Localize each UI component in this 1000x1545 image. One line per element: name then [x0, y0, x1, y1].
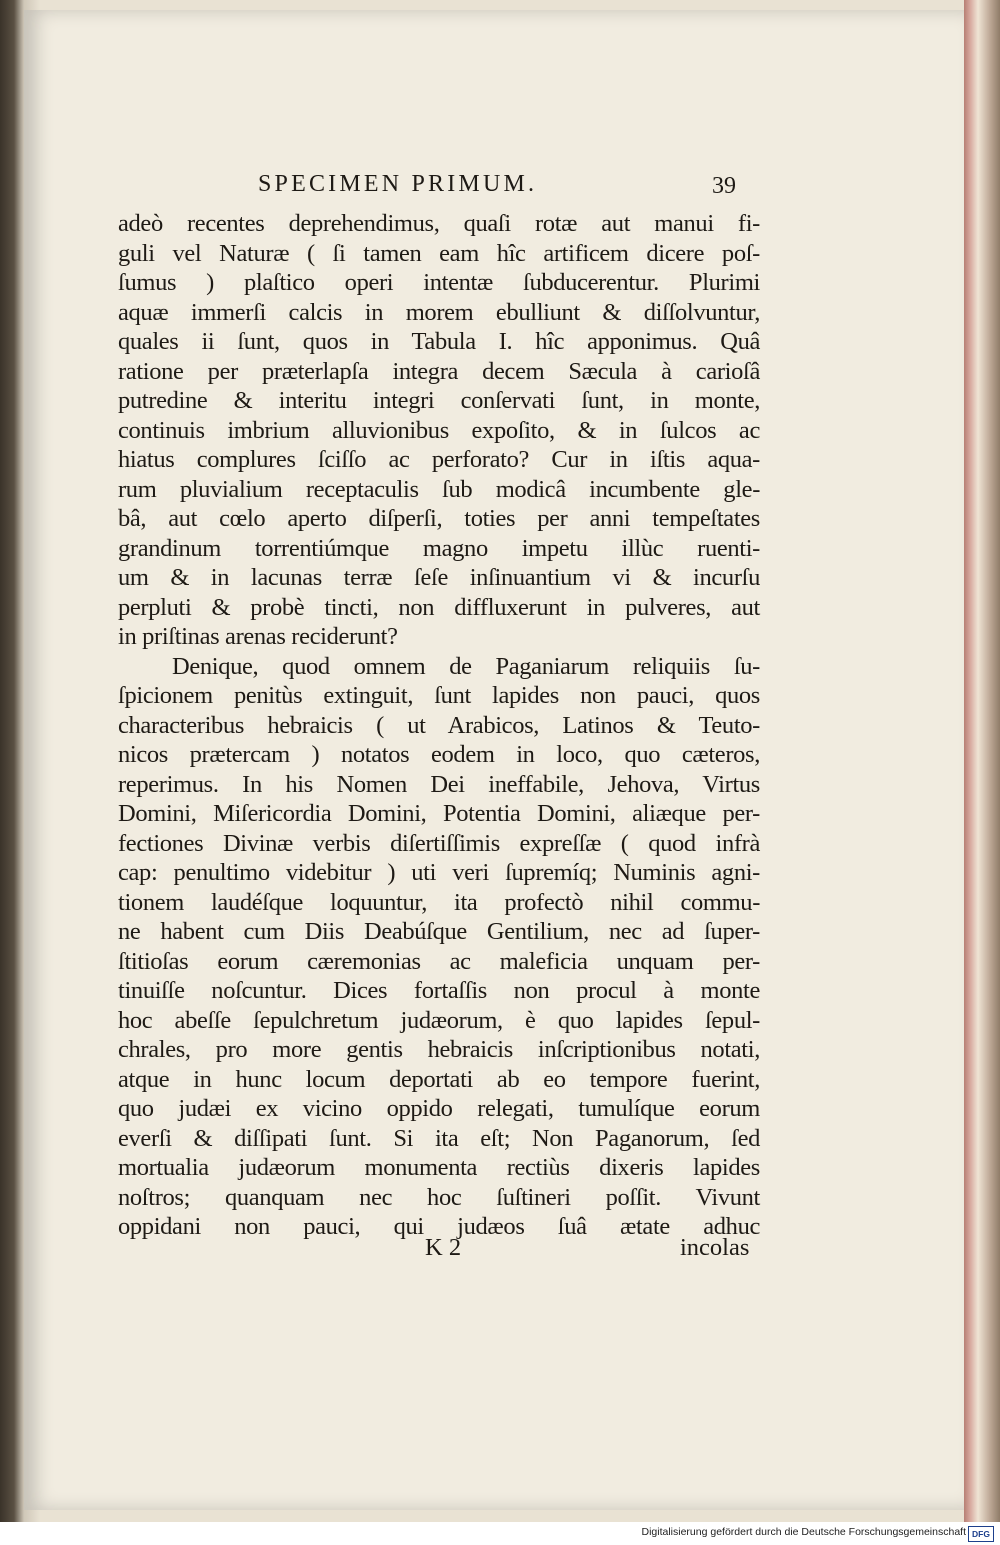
text-line: ratione per præterlapſa integra decem Sæcula à carioſâ — [118, 357, 760, 385]
signature-mark: K 2 — [425, 1234, 462, 1261]
text-line: fectiones Divinæ verbis diſertiſſimis expreſſæ ( quod infrà — [118, 829, 760, 857]
text-line: atque in hunc locum deportati ab eo tempore fuerint, — [118, 1065, 760, 1093]
page-foot — [0, 1234, 1000, 1264]
text-line: tionem laudéſque loquuntur, ita profectò nihil commu- — [118, 888, 760, 916]
funding-credit: Digitalisierung gefördert durch die Deutsche Forschungsgemeinschaft — [641, 1526, 966, 1538]
text-line: perpluti & probè tincti, non diffluxerunt in pulveres, aut — [118, 593, 760, 621]
text-line: characteribus hebraicis ( ut Arabicos, Latinos & Teuto- — [118, 711, 760, 739]
text-line: ſumus ) plaſtico operi intentæ ſubducerentur. Plurimi — [118, 269, 760, 296]
text-line: chrales, pro more gentis hebraicis inſcriptionibus notati, — [118, 1036, 760, 1063]
text-line: tinuiſſe noſcuntur. Dices fortaſſis non procul à monte — [118, 977, 760, 1004]
text-line: cap: penultimo videbitur ) uti veri ſupremíq; Numinis agni- — [118, 859, 760, 886]
text-line: oppidani non pauci, qui judæos ſuâ ætate adhuc — [118, 1213, 760, 1240]
text-line: grandinum torrentiúmque magno impetu illùc ruenti- — [118, 534, 760, 562]
page-edge — [964, 0, 1000, 1522]
running-head — [0, 171, 1000, 205]
text-line: adeò recentes deprehendimus, quaſi rotæ aut manui fi- — [118, 210, 760, 237]
text-line: continuis imbrium alluvionibus expoſito, & in ſulcos ac — [118, 416, 760, 444]
text-line: Domini, Miſericordia Domini, Potentia Domini, aliæque per- — [118, 800, 760, 827]
text-line: ſtitioſas eorum cæremonias ac maleficia unquam per- — [118, 947, 760, 975]
text-line: mortualia judæorum monumenta rectiùs dixeris lapides — [118, 1154, 760, 1181]
text-line: ne habent cum Diis Deabúſque Gentilium, nec ad ſuper- — [118, 918, 760, 945]
text-line: rum pluvialium receptaculis ſub modicâ incumbente gle- — [118, 475, 760, 503]
text-line: guli vel Naturæ ( ſi tamen eam hîc artificem dicere poſ- — [118, 239, 760, 267]
footer-bar — [0, 1522, 1000, 1545]
body-text — [118, 209, 760, 1242]
page-number: 39 — [712, 173, 736, 199]
text-line: ſpicionem penitùs extinguit, ſunt lapides non pauci, quos — [118, 682, 760, 709]
text-line: bâ, aut cœlo aperto diſperſi, toties per anni tempeſtates — [118, 505, 760, 532]
text-line: hoc abeſſe ſepulchretum judæorum, è quo lapides ſepul- — [118, 1006, 760, 1034]
text-line: quo judæi ex vicino oppido relegati, tumulíque eorum — [118, 1095, 760, 1122]
text-line: in priſtinas arenas reciderunt? — [118, 623, 398, 650]
text-line: aquæ immerſi calcis in morem ebulliunt & diſſolvuntur, — [118, 298, 760, 326]
dfg-logo: DFG — [968, 1526, 994, 1542]
text-line: Denique, quod omnem de Paganiarum reliquiis ſu- — [172, 652, 760, 680]
text-line: everſi & diſſipati ſunt. Si ita eſt; Non Paganorum, ſed — [118, 1124, 760, 1152]
text-line: um & in lacunas terræ ſeſe inſinuantium vi & incurſu — [118, 564, 760, 591]
text-line: nicos prætercam ) notatos eodem in loco, quo cæteros, — [118, 741, 760, 768]
text-line: noſtros; quanquam nec hoc ſuſtineri poſſit. Vivunt — [118, 1183, 760, 1211]
text-line: quales ii ſunt, quos in Tabula I. hîc apponimus. Quâ — [118, 328, 760, 355]
catchword: incolas — [680, 1234, 750, 1261]
running-head-title: SPECIMEN PRIMUM. — [258, 171, 538, 197]
text-line: hiatus complures ſciſſo ac perforato? Cur in iſtis aqua- — [118, 446, 760, 473]
text-line: putredine & interitu integri conſervati ſunt, in monte, — [118, 387, 760, 414]
text-line: reperimus. In his Nomen Dei ineffabile, Jehova, Virtus — [118, 770, 760, 798]
